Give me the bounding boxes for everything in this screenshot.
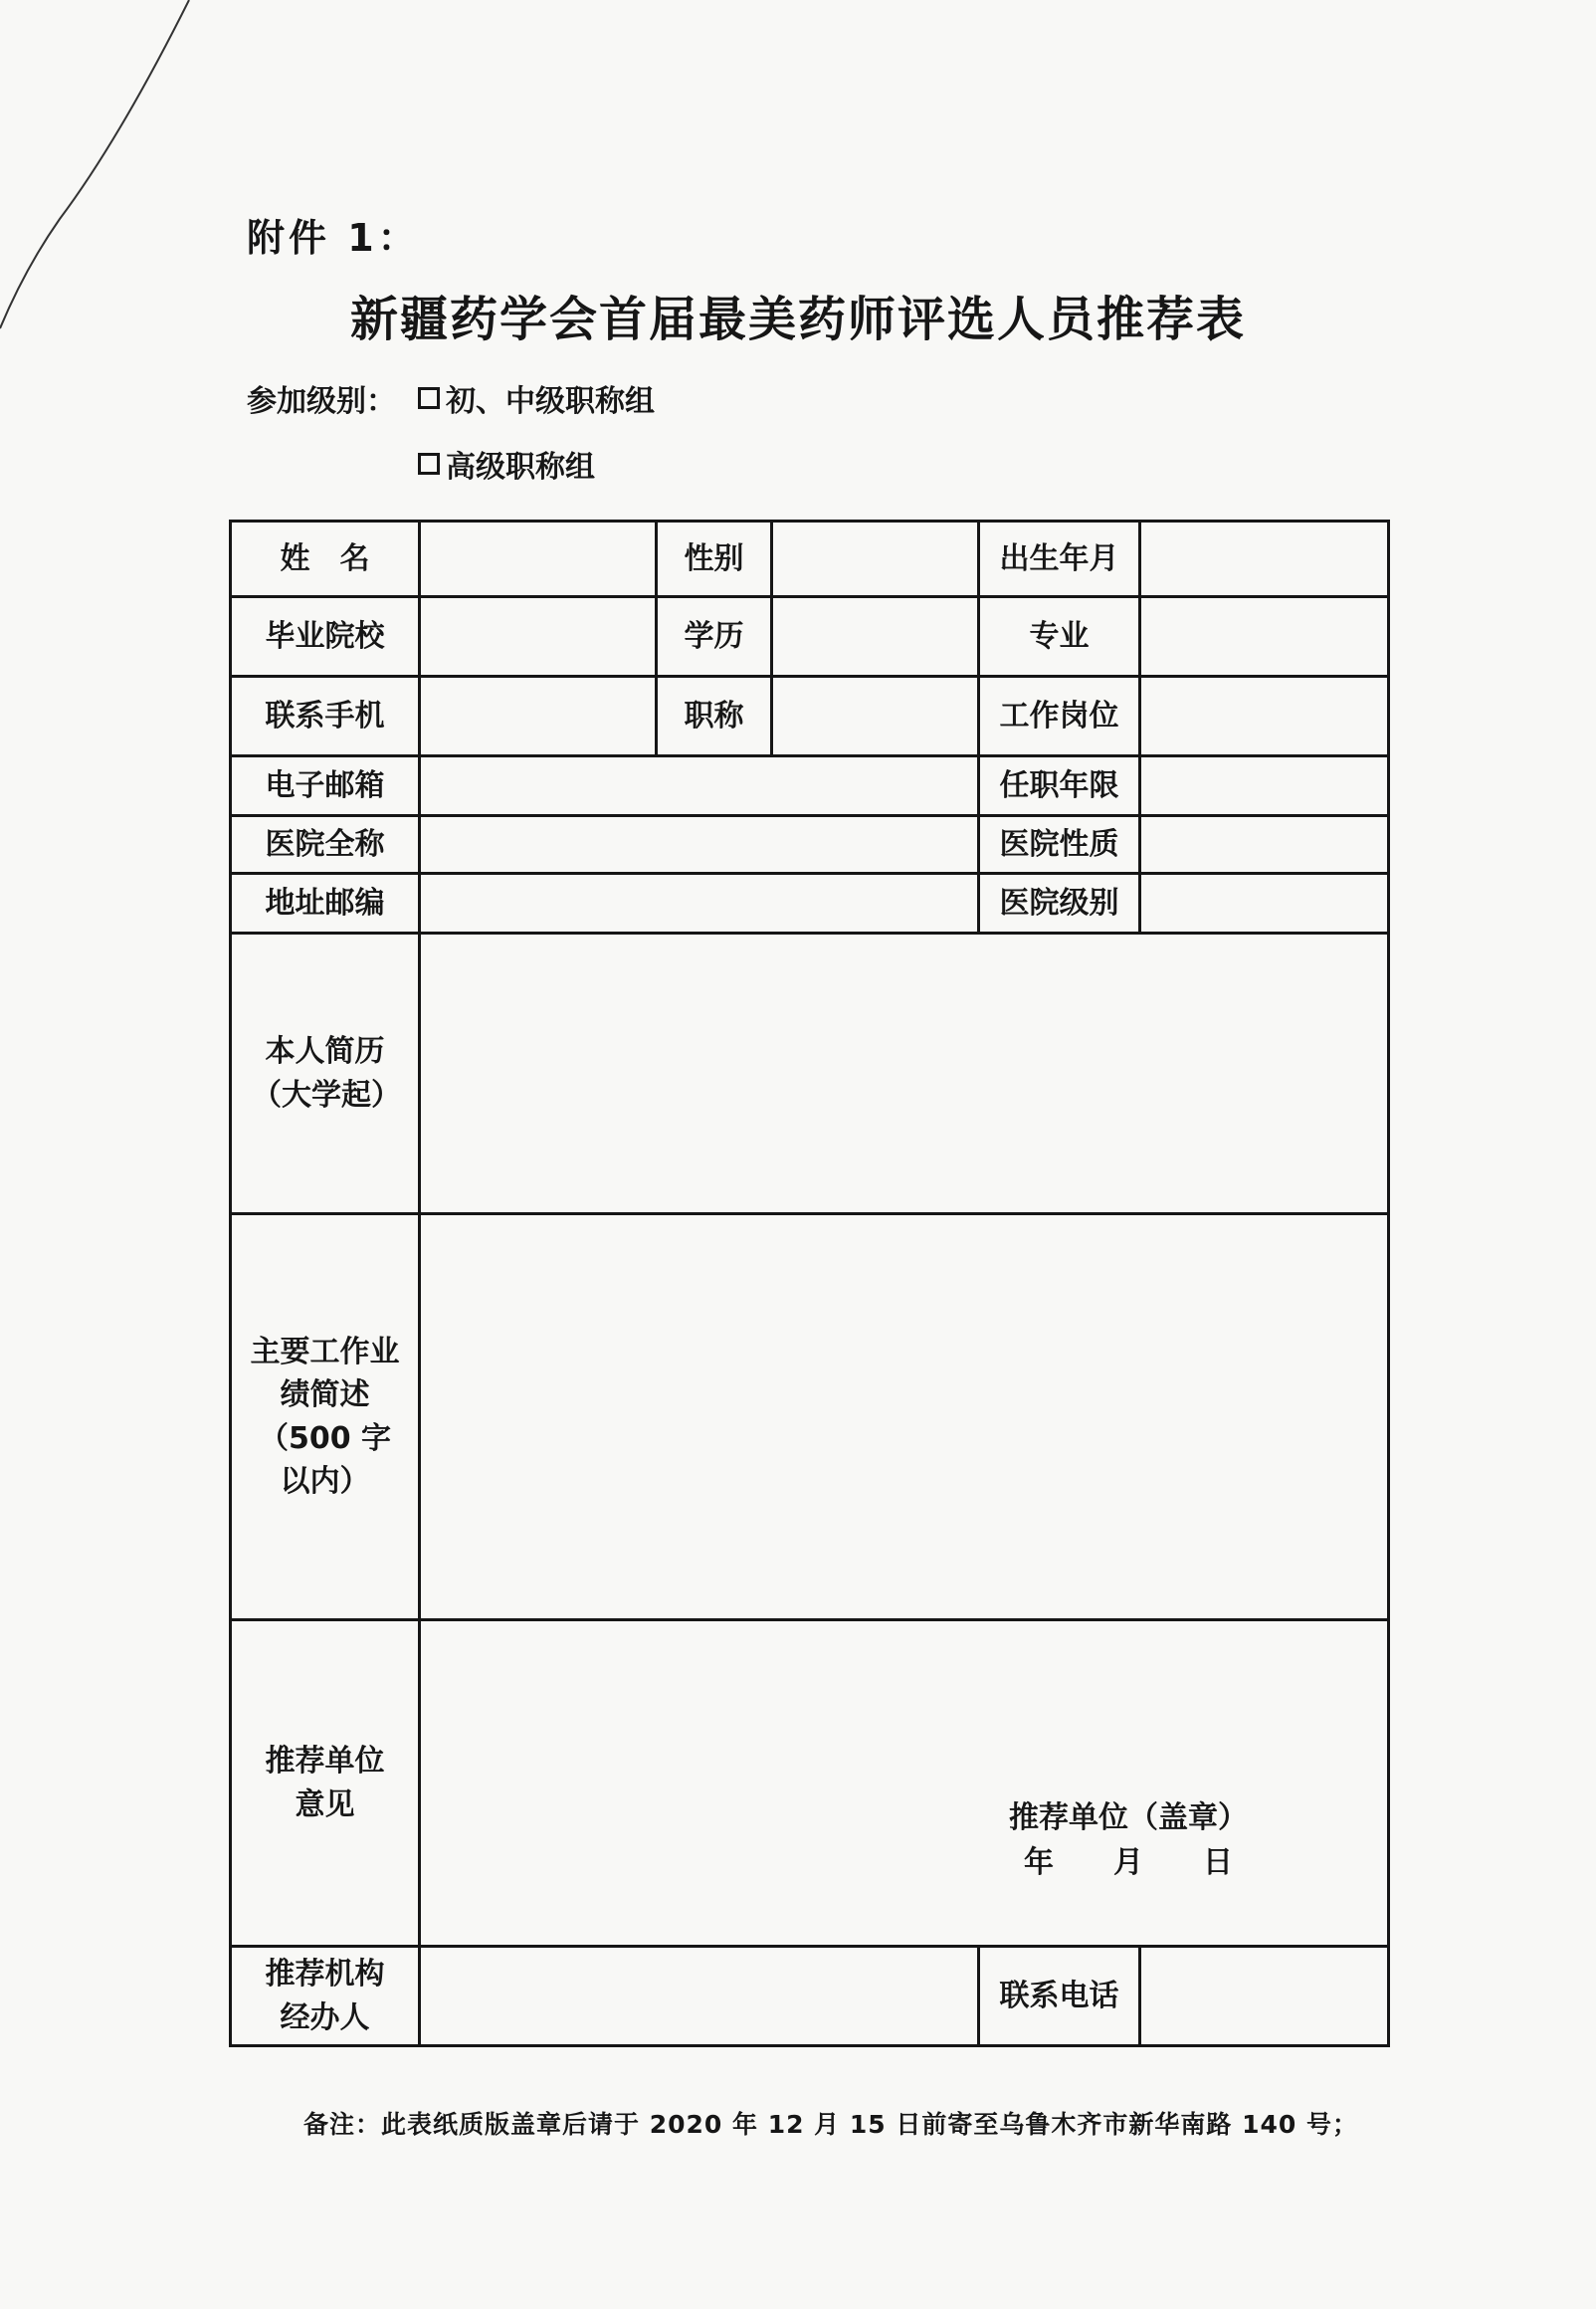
label-birth: 出生年月	[979, 522, 1140, 597]
level-option-junior-label: 初、中级职称组	[446, 384, 655, 419]
stamp-block	[1009, 1795, 1248, 1885]
input-title-rank[interactable]	[772, 677, 979, 756]
input-birth[interactable]	[1140, 522, 1389, 597]
form-title: 新疆药学会首届最美药师评选人员推荐表	[349, 292, 1246, 347]
recommendation-form-table	[229, 520, 1390, 2047]
input-education[interactable]	[772, 597, 979, 677]
input-recommend-opinion[interactable]	[420, 1620, 1389, 1947]
input-mobile[interactable]	[420, 677, 657, 756]
label-hospital-level: 医院级别	[979, 874, 1140, 934]
label-recommend-opinion: 推荐单位意见	[231, 1620, 420, 1947]
input-hospital-nature[interactable]	[1140, 816, 1389, 874]
label-address: 地址邮编	[231, 874, 420, 934]
input-position[interactable]	[1140, 677, 1389, 756]
level-option-senior-label: 高级职称组	[446, 450, 595, 485]
checkbox-senior[interactable]	[418, 453, 440, 475]
label-mobile: 联系手机	[231, 677, 420, 756]
input-major[interactable]	[1140, 597, 1389, 677]
input-hospital-name[interactable]	[420, 816, 979, 874]
label-tenure: 任职年限	[979, 756, 1140, 816]
level-option-senior[interactable]	[418, 442, 595, 486]
label-phone: 联系电话	[979, 1947, 1140, 2046]
label-gender: 性别	[657, 522, 772, 597]
stamp-label: 推荐单位（盖章）	[1009, 1800, 1248, 1835]
label-hospital-nature: 医院性质	[979, 816, 1140, 874]
level-option-junior[interactable]	[418, 376, 655, 420]
label-hospital-name: 医院全称	[231, 816, 420, 874]
attachment-label: 附件 1：	[247, 216, 420, 260]
label-achievements: 主要工作业绩简述（500 字以内）	[231, 1214, 420, 1620]
label-position: 工作岗位	[979, 677, 1140, 756]
input-tenure[interactable]	[1140, 756, 1389, 816]
checkbox-junior[interactable]	[418, 387, 440, 409]
stamp-date: 年 月 日	[1024, 1845, 1233, 1880]
label-name: 姓 名	[231, 522, 420, 597]
label-major: 专业	[979, 597, 1140, 677]
input-name[interactable]	[420, 522, 657, 597]
input-school[interactable]	[420, 597, 657, 677]
footnote: 备注：此表纸质版盖章后请于 2020 年 12 月 15 日前寄至乌鲁木齐市新华南路 140 号；	[303, 2110, 1358, 2139]
input-hospital-level[interactable]	[1140, 874, 1389, 934]
input-achievements[interactable]	[420, 1214, 1389, 1620]
input-resume[interactable]	[420, 934, 1389, 1214]
input-agent[interactable]	[420, 1947, 979, 2046]
label-school: 毕业院校	[231, 597, 420, 677]
label-education: 学历	[657, 597, 772, 677]
label-email: 电子邮箱	[231, 756, 420, 816]
label-agent: 推荐机构经办人	[231, 1947, 420, 2046]
label-title-rank: 职称	[657, 677, 772, 756]
level-label: 参加级别：	[247, 384, 396, 419]
label-resume: 本人简历（大学起）	[231, 934, 420, 1214]
input-phone[interactable]	[1140, 1947, 1389, 2046]
input-address[interactable]	[420, 874, 979, 934]
input-gender[interactable]	[772, 522, 979, 597]
input-email[interactable]	[420, 756, 979, 816]
